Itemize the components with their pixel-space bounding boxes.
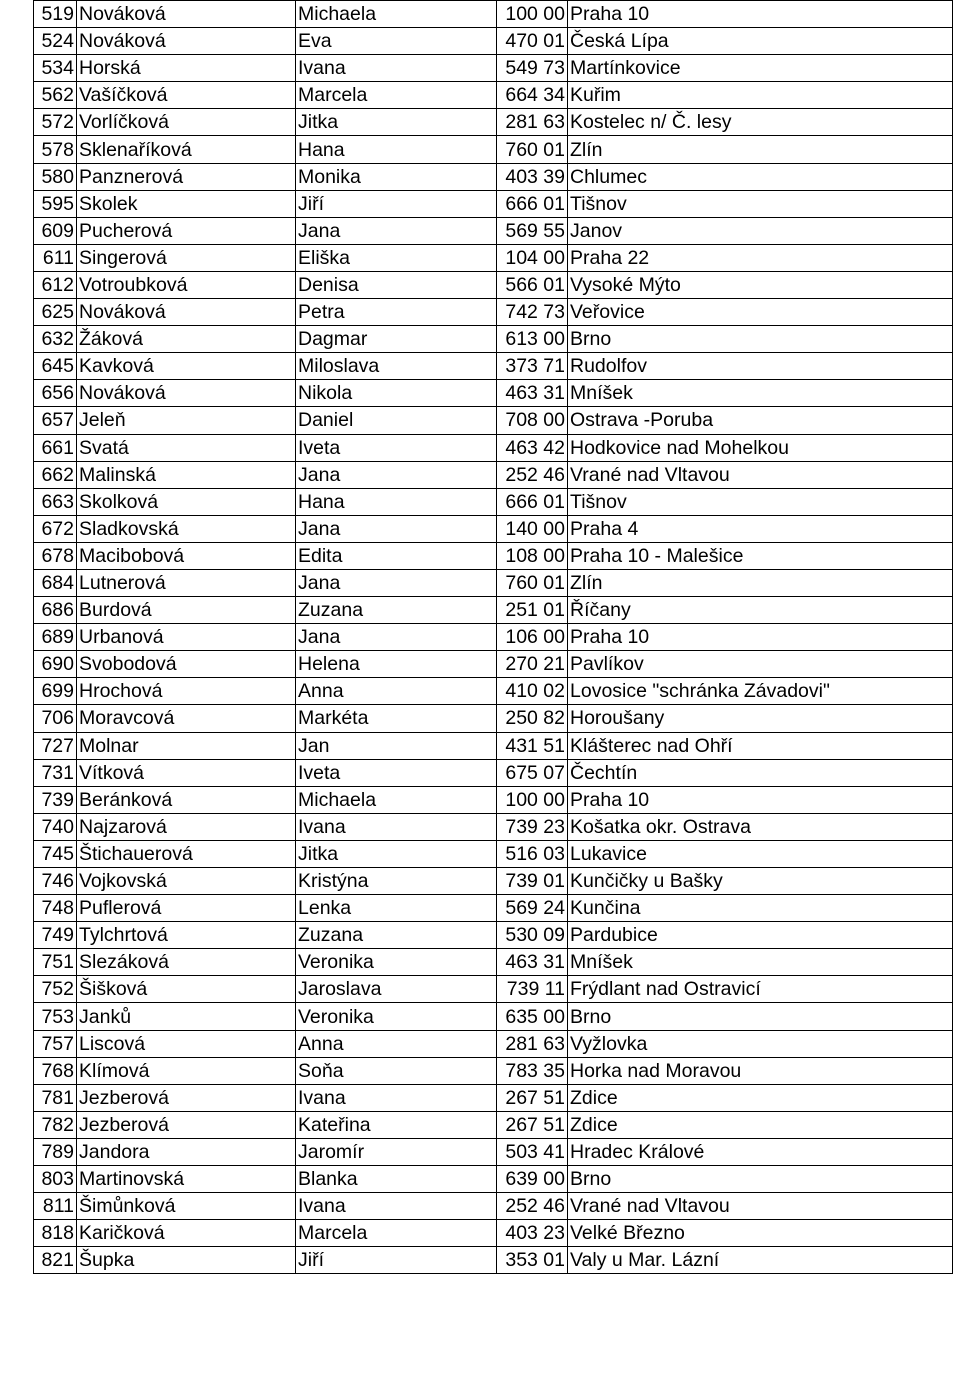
record-id-cell: 562 xyxy=(34,82,77,109)
record-id-cell: 727 xyxy=(34,732,77,759)
surname-cell: Urbanová xyxy=(77,624,296,651)
surname-cell: Slezáková xyxy=(77,949,296,976)
surname-cell: Nováková xyxy=(77,28,296,55)
table-row xyxy=(34,299,953,326)
surname-cell: Hrochová xyxy=(77,678,296,705)
first-name-cell: Jana xyxy=(296,461,497,488)
table-row xyxy=(34,705,953,732)
table-row xyxy=(34,1166,953,1193)
city-cell: Košatka okr. Ostrava xyxy=(568,813,953,840)
surname-cell: Kavková xyxy=(77,353,296,380)
first-name-cell: Jaroslava xyxy=(296,976,497,1003)
surname-cell: Votroubková xyxy=(77,271,296,298)
first-name-cell: Veronika xyxy=(296,1003,497,1030)
table-row xyxy=(34,786,953,813)
table-row xyxy=(34,542,953,569)
record-id-cell: 662 xyxy=(34,461,77,488)
surname-cell: Šišková xyxy=(77,976,296,1003)
first-name-cell: Marcela xyxy=(296,1220,497,1247)
first-name-cell: Jana xyxy=(296,217,497,244)
first-name-cell: Denisa xyxy=(296,271,497,298)
record-id-cell: 739 xyxy=(34,786,77,813)
record-id-cell: 686 xyxy=(34,597,77,624)
postal-code-cell: 739 11 xyxy=(497,976,568,1003)
table-row xyxy=(34,82,953,109)
city-cell: Praha 4 xyxy=(568,515,953,542)
record-id-cell: 632 xyxy=(34,326,77,353)
table-row xyxy=(34,271,953,298)
first-name-cell: Iveta xyxy=(296,759,497,786)
table-row xyxy=(34,244,953,271)
surname-cell: Macibobová xyxy=(77,542,296,569)
postal-code-cell: 742 73 xyxy=(497,299,568,326)
record-id-cell: 789 xyxy=(34,1138,77,1165)
surname-cell: Vítková xyxy=(77,759,296,786)
postal-code-cell: 281 63 xyxy=(497,1030,568,1057)
table-row xyxy=(34,109,953,136)
surname-cell: Jezberová xyxy=(77,1084,296,1111)
table-row xyxy=(34,461,953,488)
record-id-cell: 625 xyxy=(34,299,77,326)
table-row xyxy=(34,1003,953,1030)
first-name-cell: Zuzana xyxy=(296,922,497,949)
city-cell: Horoušany xyxy=(568,705,953,732)
city-cell: Valy u Mar. Lázní xyxy=(568,1247,953,1274)
record-id-cell: 612 xyxy=(34,271,77,298)
table-row xyxy=(34,190,953,217)
city-cell: Zlín xyxy=(568,569,953,596)
city-cell: Veřovice xyxy=(568,299,953,326)
postal-code-cell: 252 46 xyxy=(497,1193,568,1220)
city-cell: Velké Březno xyxy=(568,1220,953,1247)
city-cell: Lukavice xyxy=(568,840,953,867)
first-name-cell: Miloslava xyxy=(296,353,497,380)
surname-cell: Štichauerová xyxy=(77,840,296,867)
record-id-cell: 656 xyxy=(34,380,77,407)
city-cell: Kuřim xyxy=(568,82,953,109)
table-row xyxy=(34,28,953,55)
first-name-cell: Monika xyxy=(296,163,497,190)
postal-code-cell: 252 46 xyxy=(497,461,568,488)
postal-code-cell: 403 23 xyxy=(497,1220,568,1247)
first-name-cell: Lenka xyxy=(296,895,497,922)
city-cell: Tišnov xyxy=(568,488,953,515)
city-cell: Vysoké Mýto xyxy=(568,271,953,298)
record-id-cell: 740 xyxy=(34,813,77,840)
first-name-cell: Iveta xyxy=(296,434,497,461)
record-id-cell: 595 xyxy=(34,190,77,217)
postal-code-cell: 569 24 xyxy=(497,895,568,922)
record-id-cell: 781 xyxy=(34,1084,77,1111)
surname-cell: Vojkovská xyxy=(77,868,296,895)
city-cell: Pardubice xyxy=(568,922,953,949)
city-cell: Martínkovice xyxy=(568,55,953,82)
surname-cell: Beránková xyxy=(77,786,296,813)
table-row xyxy=(34,759,953,786)
postal-code-cell: 251 01 xyxy=(497,597,568,624)
record-id-cell: 672 xyxy=(34,515,77,542)
table-row xyxy=(34,840,953,867)
surname-cell: Singerová xyxy=(77,244,296,271)
record-id-cell: 752 xyxy=(34,976,77,1003)
table-row xyxy=(34,813,953,840)
city-cell: Hradec Králové xyxy=(568,1138,953,1165)
surname-cell: Tylchrtová xyxy=(77,922,296,949)
record-id-cell: 611 xyxy=(34,244,77,271)
record-id-cell: 731 xyxy=(34,759,77,786)
table-row xyxy=(34,732,953,759)
city-cell: Hodkovice nad Mohelkou xyxy=(568,434,953,461)
first-name-cell: Jana xyxy=(296,515,497,542)
surname-cell: Liscová xyxy=(77,1030,296,1057)
surname-cell: Moravcová xyxy=(77,705,296,732)
surname-cell: Nováková xyxy=(77,1,296,28)
city-cell: Kostelec n/ Č. lesy xyxy=(568,109,953,136)
surname-cell: Sklenaříková xyxy=(77,136,296,163)
table-row xyxy=(34,353,953,380)
first-name-cell: Jiří xyxy=(296,1247,497,1274)
surname-cell: Vašíčková xyxy=(77,82,296,109)
record-id-cell: 811 xyxy=(34,1193,77,1220)
postal-code-cell: 463 42 xyxy=(497,434,568,461)
record-id-cell: 818 xyxy=(34,1220,77,1247)
first-name-cell: Petra xyxy=(296,299,497,326)
table-row xyxy=(34,895,953,922)
surname-cell: Svatá xyxy=(77,434,296,461)
postal-code-cell: 760 01 xyxy=(497,136,568,163)
record-id-cell: 609 xyxy=(34,217,77,244)
first-name-cell: Jan xyxy=(296,732,497,759)
postal-code-cell: 675 07 xyxy=(497,759,568,786)
city-cell: Klášterec nad Ohří xyxy=(568,732,953,759)
city-cell: Praha 10 - Malešice xyxy=(568,542,953,569)
first-name-cell: Veronika xyxy=(296,949,497,976)
postal-code-cell: 106 00 xyxy=(497,624,568,651)
table-row xyxy=(34,1057,953,1084)
city-cell: Tišnov xyxy=(568,190,953,217)
postal-code-cell: 549 73 xyxy=(497,55,568,82)
surname-cell: Najzarová xyxy=(77,813,296,840)
first-name-cell: Jaromír xyxy=(296,1138,497,1165)
city-cell: Zlín xyxy=(568,136,953,163)
postal-code-cell: 410 02 xyxy=(497,678,568,705)
record-id-cell: 580 xyxy=(34,163,77,190)
table-row xyxy=(34,163,953,190)
postal-code-cell: 353 01 xyxy=(497,1247,568,1274)
surname-cell: Nováková xyxy=(77,299,296,326)
record-id-cell: 706 xyxy=(34,705,77,732)
postal-code-cell: 403 39 xyxy=(497,163,568,190)
surname-cell: Šupka xyxy=(77,1247,296,1274)
surname-cell: Janků xyxy=(77,1003,296,1030)
record-id-cell: 661 xyxy=(34,434,77,461)
city-cell: Čechtín xyxy=(568,759,953,786)
city-cell: Praha 10 xyxy=(568,624,953,651)
postal-code-cell: 470 01 xyxy=(497,28,568,55)
record-id-cell: 684 xyxy=(34,569,77,596)
postal-code-cell: 267 51 xyxy=(497,1084,568,1111)
first-name-cell: Marcela xyxy=(296,82,497,109)
first-name-cell: Jana xyxy=(296,624,497,651)
city-cell: Pavlíkov xyxy=(568,651,953,678)
postal-code-cell: 104 00 xyxy=(497,244,568,271)
postal-code-cell: 140 00 xyxy=(497,515,568,542)
city-cell: Praha 10 xyxy=(568,786,953,813)
table-row xyxy=(34,1111,953,1138)
record-id-cell: 749 xyxy=(34,922,77,949)
city-cell: Mníšek xyxy=(568,380,953,407)
first-name-cell: Soňa xyxy=(296,1057,497,1084)
postal-code-cell: 783 35 xyxy=(497,1057,568,1084)
city-cell: Vrané nad Vltavou xyxy=(568,1193,953,1220)
postal-code-cell: 666 01 xyxy=(497,190,568,217)
postal-code-cell: 503 41 xyxy=(497,1138,568,1165)
record-id-cell: 757 xyxy=(34,1030,77,1057)
first-name-cell: Blanka xyxy=(296,1166,497,1193)
city-cell: Mníšek xyxy=(568,949,953,976)
record-id-cell: 690 xyxy=(34,651,77,678)
table-row xyxy=(34,678,953,705)
surname-cell: Jeleň xyxy=(77,407,296,434)
city-cell: Frýdlant nad Ostravicí xyxy=(568,976,953,1003)
surname-cell: Klímová xyxy=(77,1057,296,1084)
surname-cell: Martinovská xyxy=(77,1166,296,1193)
record-id-cell: 745 xyxy=(34,840,77,867)
postal-code-cell: 270 21 xyxy=(497,651,568,678)
city-cell: Janov xyxy=(568,217,953,244)
city-cell: Česká Lípa xyxy=(568,28,953,55)
record-id-cell: 519 xyxy=(34,1,77,28)
record-id-cell: 678 xyxy=(34,542,77,569)
table-row xyxy=(34,922,953,949)
surname-cell: Žáková xyxy=(77,326,296,353)
table-row xyxy=(34,55,953,82)
surname-cell: Horská xyxy=(77,55,296,82)
record-id-cell: 534 xyxy=(34,55,77,82)
city-cell: Ostrava -Poruba xyxy=(568,407,953,434)
record-id-cell: 803 xyxy=(34,1166,77,1193)
city-cell: Brno xyxy=(568,1166,953,1193)
record-id-cell: 578 xyxy=(34,136,77,163)
first-name-cell: Eliška xyxy=(296,244,497,271)
record-id-cell: 572 xyxy=(34,109,77,136)
table-row xyxy=(34,1030,953,1057)
table-row xyxy=(34,1,953,28)
first-name-cell: Edita xyxy=(296,542,497,569)
first-name-cell: Markéta xyxy=(296,705,497,732)
table-row xyxy=(34,515,953,542)
first-name-cell: Kristýna xyxy=(296,868,497,895)
first-name-cell: Ivana xyxy=(296,1084,497,1111)
table-row xyxy=(34,407,953,434)
postal-code-cell: 760 01 xyxy=(497,569,568,596)
record-id-cell: 657 xyxy=(34,407,77,434)
surname-cell: Sladkovská xyxy=(77,515,296,542)
city-cell: Rudolfov xyxy=(568,353,953,380)
postal-code-cell: 635 00 xyxy=(497,1003,568,1030)
table-row xyxy=(34,217,953,244)
city-cell: Kunčina xyxy=(568,895,953,922)
postal-code-cell: 281 63 xyxy=(497,109,568,136)
surname-cell: Pucherová xyxy=(77,217,296,244)
city-cell: Kunčičky u Bašky xyxy=(568,868,953,895)
table-row xyxy=(34,1220,953,1247)
city-cell: Praha 10 xyxy=(568,1,953,28)
city-cell: Zdice xyxy=(568,1084,953,1111)
city-cell: Brno xyxy=(568,1003,953,1030)
first-name-cell: Jitka xyxy=(296,109,497,136)
record-id-cell: 753 xyxy=(34,1003,77,1030)
surname-cell: Burdová xyxy=(77,597,296,624)
surname-cell: Jezberová xyxy=(77,1111,296,1138)
first-name-cell: Anna xyxy=(296,678,497,705)
record-id-cell: 699 xyxy=(34,678,77,705)
table-row xyxy=(34,326,953,353)
postal-code-cell: 639 00 xyxy=(497,1166,568,1193)
surname-cell: Karičková xyxy=(77,1220,296,1247)
table-row xyxy=(34,1193,953,1220)
city-cell: Říčany xyxy=(568,597,953,624)
surname-cell: Vorlíčková xyxy=(77,109,296,136)
postal-code-cell: 739 23 xyxy=(497,813,568,840)
surname-cell: Šimůnková xyxy=(77,1193,296,1220)
city-cell: Brno xyxy=(568,326,953,353)
surname-cell: Lutnerová xyxy=(77,569,296,596)
table-row xyxy=(34,1138,953,1165)
postal-code-cell: 463 31 xyxy=(497,949,568,976)
table-row xyxy=(34,136,953,163)
surname-cell: Panznerová xyxy=(77,163,296,190)
first-name-cell: Nikola xyxy=(296,380,497,407)
postal-code-cell: 373 71 xyxy=(497,353,568,380)
postal-code-cell: 708 00 xyxy=(497,407,568,434)
record-id-cell: 782 xyxy=(34,1111,77,1138)
postal-code-cell: 666 01 xyxy=(497,488,568,515)
first-name-cell: Jana xyxy=(296,569,497,596)
surname-cell: Nováková xyxy=(77,380,296,407)
city-cell: Chlumec xyxy=(568,163,953,190)
postal-code-cell: 100 00 xyxy=(497,786,568,813)
table-row xyxy=(34,868,953,895)
first-name-cell: Hana xyxy=(296,136,497,163)
record-id-cell: 524 xyxy=(34,28,77,55)
record-id-cell: 748 xyxy=(34,895,77,922)
table-row xyxy=(34,488,953,515)
record-id-cell: 746 xyxy=(34,868,77,895)
city-cell: Lovosice "schránka Závadovi" xyxy=(568,678,953,705)
surname-cell: Jandora xyxy=(77,1138,296,1165)
first-name-cell: Ivana xyxy=(296,813,497,840)
first-name-cell: Daniel xyxy=(296,407,497,434)
table-row xyxy=(34,1084,953,1111)
first-name-cell: Ivana xyxy=(296,55,497,82)
table-row xyxy=(34,651,953,678)
table-row xyxy=(34,976,953,1003)
surname-cell: Svobodová xyxy=(77,651,296,678)
postal-code-cell: 267 51 xyxy=(497,1111,568,1138)
table-row xyxy=(34,624,953,651)
records-table-body xyxy=(34,1,953,1274)
first-name-cell: Jitka xyxy=(296,840,497,867)
record-id-cell: 663 xyxy=(34,488,77,515)
postal-code-cell: 463 31 xyxy=(497,380,568,407)
city-cell: Zdice xyxy=(568,1111,953,1138)
postal-code-cell: 569 55 xyxy=(497,217,568,244)
surname-cell: Malinská xyxy=(77,461,296,488)
city-cell: Vyžlovka xyxy=(568,1030,953,1057)
table-row xyxy=(34,597,953,624)
postal-code-cell: 664 34 xyxy=(497,82,568,109)
table-row xyxy=(34,1247,953,1274)
first-name-cell: Zuzana xyxy=(296,597,497,624)
table-row xyxy=(34,380,953,407)
first-name-cell: Eva xyxy=(296,28,497,55)
postal-code-cell: 530 09 xyxy=(497,922,568,949)
surname-cell: Molnar xyxy=(77,732,296,759)
records-table xyxy=(33,0,953,1274)
first-name-cell: Ivana xyxy=(296,1193,497,1220)
postal-code-cell: 250 82 xyxy=(497,705,568,732)
record-id-cell: 768 xyxy=(34,1057,77,1084)
postal-code-cell: 566 01 xyxy=(497,271,568,298)
first-name-cell: Anna xyxy=(296,1030,497,1057)
first-name-cell: Michaela xyxy=(296,1,497,28)
first-name-cell: Dagmar xyxy=(296,326,497,353)
surname-cell: Skolek xyxy=(77,190,296,217)
first-name-cell: Hana xyxy=(296,488,497,515)
record-id-cell: 645 xyxy=(34,353,77,380)
city-cell: Praha 22 xyxy=(568,244,953,271)
postal-code-cell: 100 00 xyxy=(497,1,568,28)
record-id-cell: 751 xyxy=(34,949,77,976)
table-row xyxy=(34,434,953,461)
surname-cell: Skolková xyxy=(77,488,296,515)
first-name-cell: Michaela xyxy=(296,786,497,813)
city-cell: Vrané nad Vltavou xyxy=(568,461,953,488)
postal-code-cell: 739 01 xyxy=(497,868,568,895)
surname-cell: Puflerová xyxy=(77,895,296,922)
table-row xyxy=(34,569,953,596)
first-name-cell: Kateřina xyxy=(296,1111,497,1138)
first-name-cell: Helena xyxy=(296,651,497,678)
postal-code-cell: 108 00 xyxy=(497,542,568,569)
record-id-cell: 689 xyxy=(34,624,77,651)
city-cell: Horka nad Moravou xyxy=(568,1057,953,1084)
postal-code-cell: 613 00 xyxy=(497,326,568,353)
first-name-cell: Jiří xyxy=(296,190,497,217)
record-id-cell: 821 xyxy=(34,1247,77,1274)
postal-code-cell: 516 03 xyxy=(497,840,568,867)
table-row xyxy=(34,949,953,976)
postal-code-cell: 431 51 xyxy=(497,732,568,759)
